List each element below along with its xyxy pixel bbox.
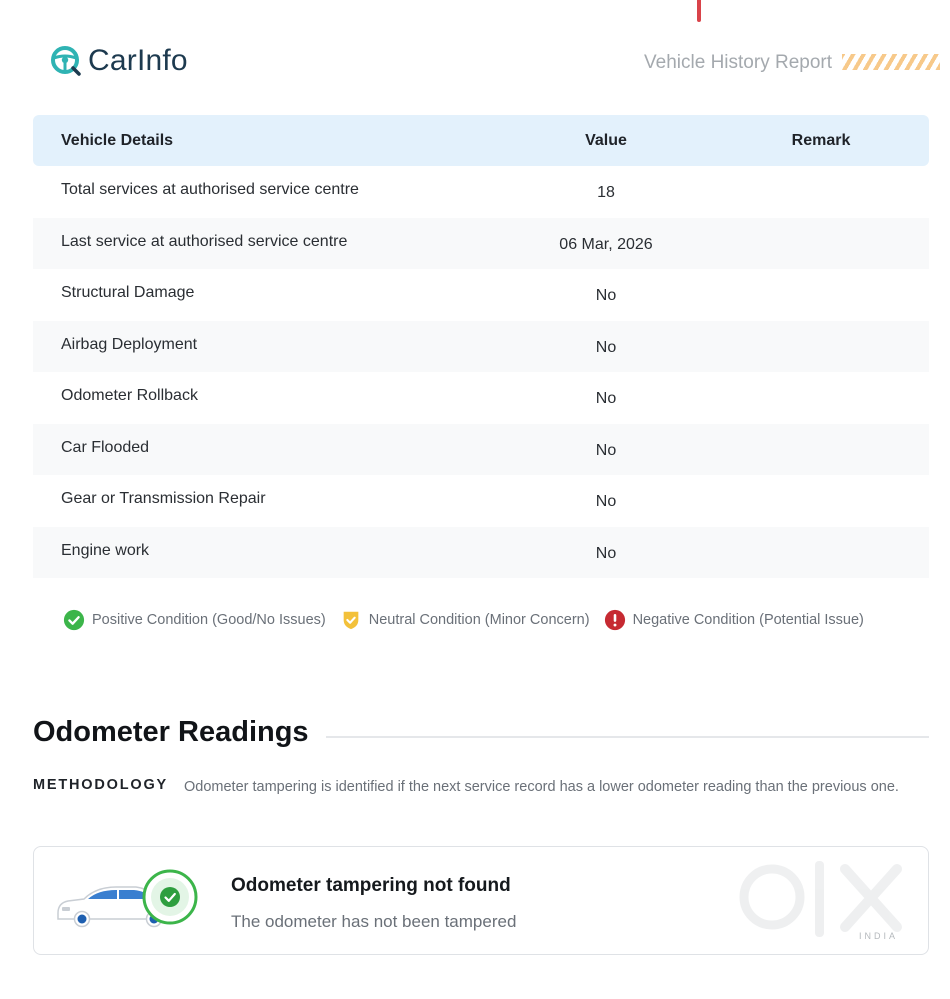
table-row: Odometer Rollback No (33, 372, 929, 424)
result-subtitle: The odometer has not been tampered (231, 912, 517, 931)
table-row: Total services at authorised service centre 18 (33, 166, 929, 218)
legend-neutral (340, 609, 590, 631)
table-row: Structural Damage No (33, 269, 929, 321)
column-header-vehicle-details: Vehicle Details (61, 132, 174, 149)
row-detail: Structural Damage (61, 284, 195, 301)
row-detail: Airbag Deployment (61, 335, 198, 353)
row-detail: Gear or Transmission Repair (61, 490, 266, 507)
row-detail: Total services at authorised service centre (61, 181, 359, 198)
table-row: Last service at authorised service centre 06 Mar, 2026 (33, 218, 929, 270)
methodology-text: Odometer tampering is identified if the next service record has a lower odometer reading than the previous one. (184, 779, 899, 795)
table-row: Car Flooded No (33, 424, 929, 476)
legend-positive-label: Positive Condition (Good/No Issues) (92, 612, 326, 628)
methodology-label: METHODOLOGY (33, 777, 168, 793)
odometer-section-title: Odometer Readings (33, 716, 309, 748)
result-title: Odometer tampering not found (231, 875, 511, 896)
legend-neutral-label: Neutral Condition (Minor Concern) (368, 612, 590, 628)
table-body (33, 166, 929, 578)
exclamation-circle-icon (604, 609, 626, 631)
table-row: Gear or Transmission Repair No (33, 475, 929, 527)
legend-positive (63, 609, 326, 631)
car-check-illustration-icon (54, 869, 204, 933)
row-detail: Last service at authorised service centre (61, 232, 348, 250)
legend-negative-label: Negative Condition (Potential Issue) (632, 612, 864, 628)
red-top-marker (697, 0, 701, 22)
table-row: Airbag Deployment No (33, 321, 929, 373)
brand-name: CarInfo (88, 44, 188, 77)
row-detail: Car Flooded (61, 438, 150, 456)
table-header: Vehicle Details Value Remark (33, 115, 929, 166)
steering-wheel-logo-icon (50, 45, 82, 77)
odometer-result-card (33, 846, 929, 955)
row-detail: Engine work (61, 541, 150, 559)
table-row: Engine work No (33, 527, 929, 579)
shield-check-icon (340, 609, 362, 631)
report-header (50, 40, 940, 88)
vehicle-details-table (33, 115, 929, 578)
report-title: Vehicle History Report (644, 52, 832, 73)
decorative-stripes (842, 54, 940, 70)
legend-negative (604, 609, 864, 631)
condition-legend (63, 609, 878, 631)
row-detail: Odometer Rollback (61, 387, 198, 404)
section-divider (326, 736, 929, 738)
check-circle-icon (63, 609, 85, 631)
watermark-india-text: INDIA (858, 931, 898, 941)
carinfo-logo (50, 44, 188, 78)
